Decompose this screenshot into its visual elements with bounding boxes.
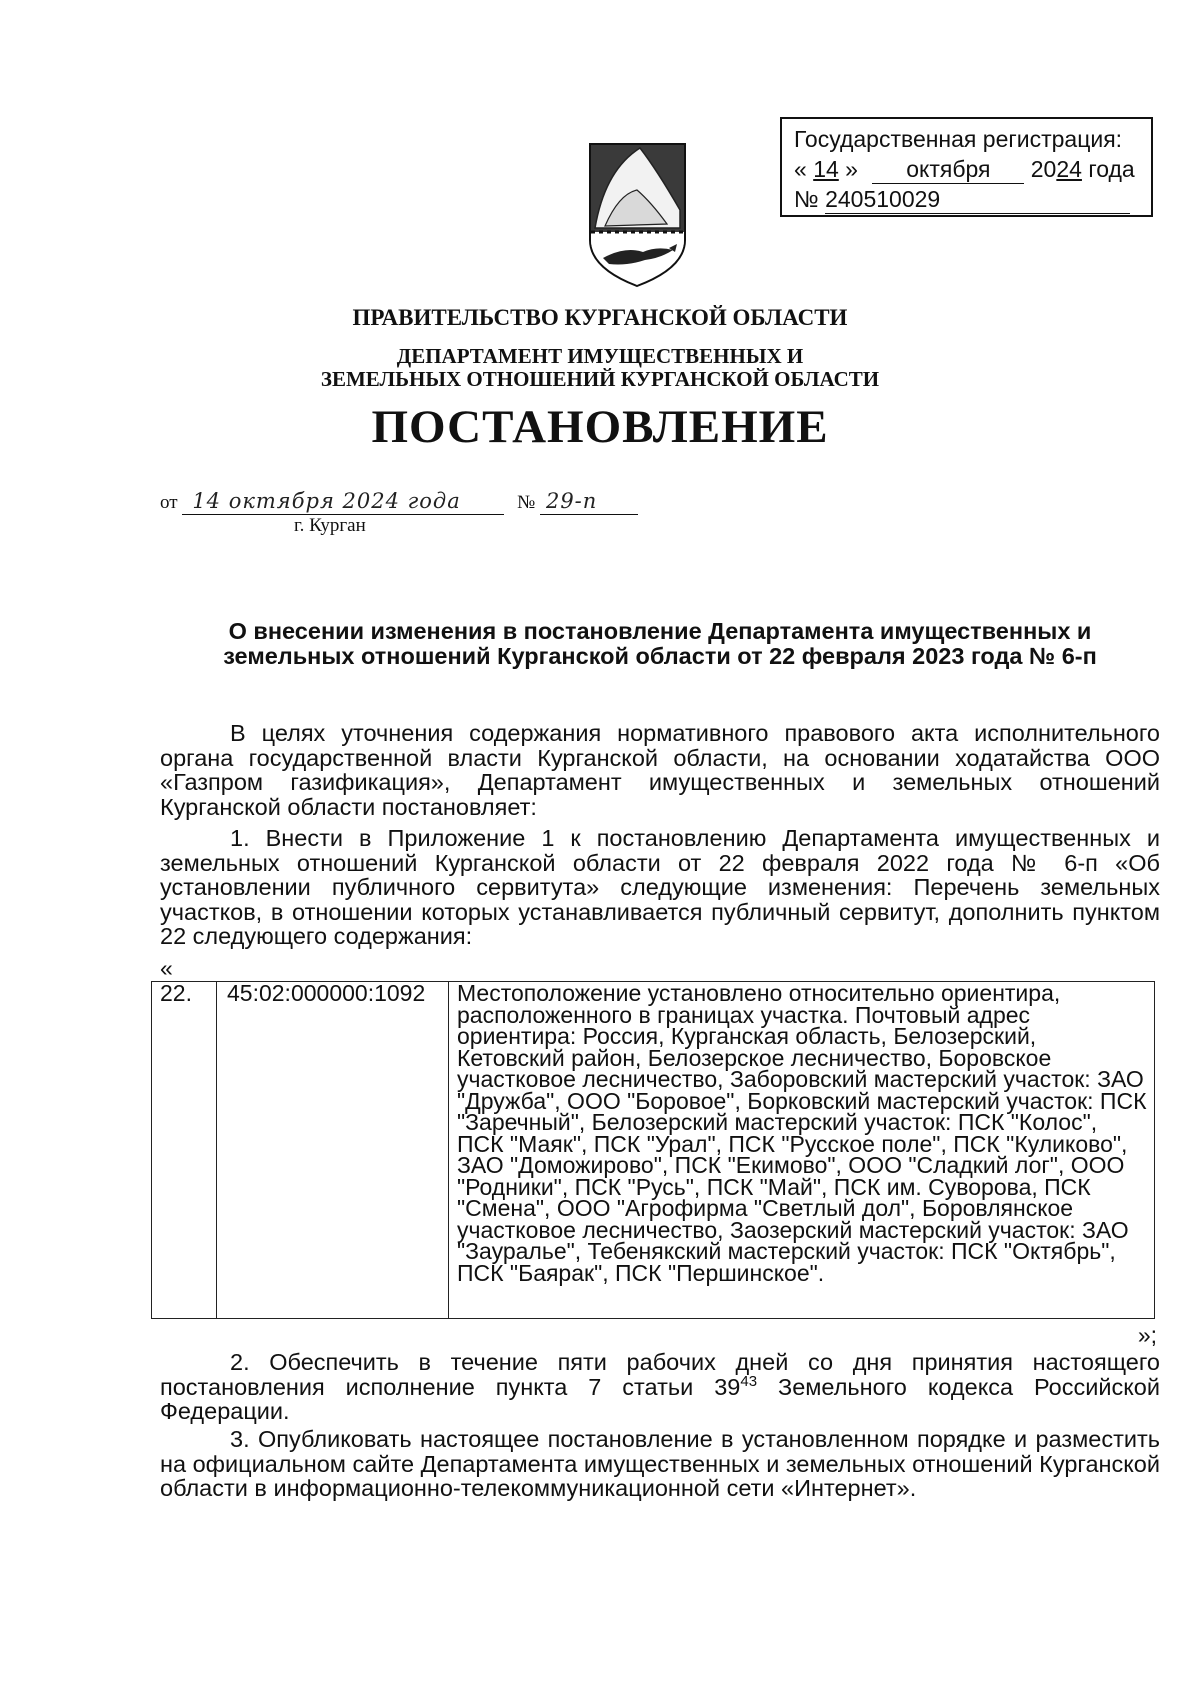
department-name-line1: ДЕПАРТАМЕНТ ИМУЩЕСТВЕННЫХ И bbox=[396, 344, 804, 368]
registration-day: 14 bbox=[813, 156, 839, 182]
document-title-line2: земельных отношений Курганской области от 22 февраля 2023 года № 6-п bbox=[223, 643, 1097, 669]
parcel-location: Местоположение установлено относительно ориентира, расположенного в границах участка. Почтовый адрес ориентира: Россия, Курганская область, Белозерский, Кетовский район, Белозерское лесничество, Боровское участковое лесничество, Заборовский мастерский участок: ЗАО "Дружба", ООО "Боровое", Борковский мастерский участок: ПСК "Заречный", Белозерский мастерский участок: ПСК "Колос", ПСК "Маяк", ПСК "Урал", ПСК "Русское поле", ПСК "Куликово", ЗАО "Доможирово", ПСК "Екимово", ООО "Сладкий лог", ООО "Родники", ПСК "Русь", ПСК "Май", ПСК им. Суворова, ПСК "Смена", ООО "Агрофирма "Светлый дол", Боровлянское участковое лесничество, Заозерский мастерский участок: ЗАО "Зауралье", Тебенякский мастерский участок: ПСК "Октябрь", ПСК "Баярак", ПСК "Першинское". bbox=[449, 982, 1155, 1319]
department-name bbox=[0, 345, 1200, 391]
registration-stamp bbox=[780, 117, 1153, 217]
department-name-line2: ЗЕМЕЛЬНЫХ ОТНОШЕНИЙ КУРГАНСКОЙ ОБЛАСТИ bbox=[320, 367, 880, 391]
cadastral-number: 45:02:000000:1092 bbox=[217, 982, 449, 1319]
row-number: 22. bbox=[152, 982, 217, 1319]
preamble-paragraph bbox=[160, 721, 1160, 819]
registration-year-suffix: 24 bbox=[1056, 156, 1082, 182]
document-title bbox=[160, 619, 1160, 669]
close-quote: »; bbox=[1137, 1322, 1157, 1348]
document-type: ПОСТАНОВЛЕНИЕ bbox=[371, 401, 829, 453]
table-row bbox=[152, 982, 1155, 1319]
item-2-paragraph bbox=[160, 1350, 1160, 1424]
document-title-line1: О внесении изменения в постановление Департамента имущественных и bbox=[228, 618, 1092, 644]
handwritten-date: 14 октября 2024 года bbox=[182, 488, 504, 515]
date-from-label: от bbox=[160, 492, 178, 513]
item-1-text: 1. Внести в Приложение 1 к постановлению Департамента имущественных и земельных отношений Курганской области от 22 февраля 2022 года № 6-п «Об установлении публичного сервитута» следующие изменения: Перечень земельных участков, в отношении которых устанавливается публичный сервитут, дополнить пунктом 22 следующего содержания: bbox=[160, 825, 1160, 949]
parcel-table bbox=[151, 981, 1155, 1319]
registration-number: 240510029 bbox=[825, 186, 1130, 214]
preamble-text: В целях уточнения содержания нормативного правового акта исполнительного органа государственной власти Курганской области, на основании ходатайства ООО «Газпром газификация», Департамент имущественных и земельных отношений Курганской области постановляет: bbox=[160, 720, 1160, 820]
item-2-superscript: 43 bbox=[740, 1372, 758, 1390]
registration-year-word: года bbox=[1088, 156, 1135, 182]
registration-month: октября bbox=[872, 156, 1024, 184]
open-quote: « bbox=[160, 955, 173, 981]
registration-number-label: № bbox=[794, 186, 819, 212]
item-3-paragraph bbox=[160, 1427, 1160, 1501]
item-3-text: 3. Опубликовать настоящее постановление в установленном порядке и разместить на официальном сайте Департамента имущественных и земельных отношений Курганской области в информационно-телекоммуникационной сети «Интернет». bbox=[160, 1426, 1160, 1501]
registration-year-prefix: 20 bbox=[1030, 156, 1057, 182]
registration-title: Государственная регистрация: bbox=[794, 126, 1123, 152]
registration-date: « 14 » октября 2024 года bbox=[794, 156, 1135, 182]
item-1-paragraph bbox=[160, 826, 1160, 949]
city: г. Курган bbox=[294, 515, 366, 536]
number-label: № bbox=[517, 492, 536, 513]
item-2-text: 2. Обеспечить в течение пяти рабочих дней со дня принятия настоящего постановления исполнение пункта 7 статьи 39 bbox=[160, 1349, 1160, 1400]
dateline bbox=[160, 488, 638, 516]
coat-of-arms-icon bbox=[585, 140, 690, 290]
government-name: ПРАВИТЕЛЬСТВО КУРГАНСКОЙ ОБЛАСТИ bbox=[352, 305, 848, 330]
handwritten-number: 29-п bbox=[540, 488, 638, 515]
registration-number-line bbox=[794, 186, 1130, 214]
item-2-text-end: Земельного кодекса Российской Федерации. bbox=[160, 1373, 1160, 1424]
